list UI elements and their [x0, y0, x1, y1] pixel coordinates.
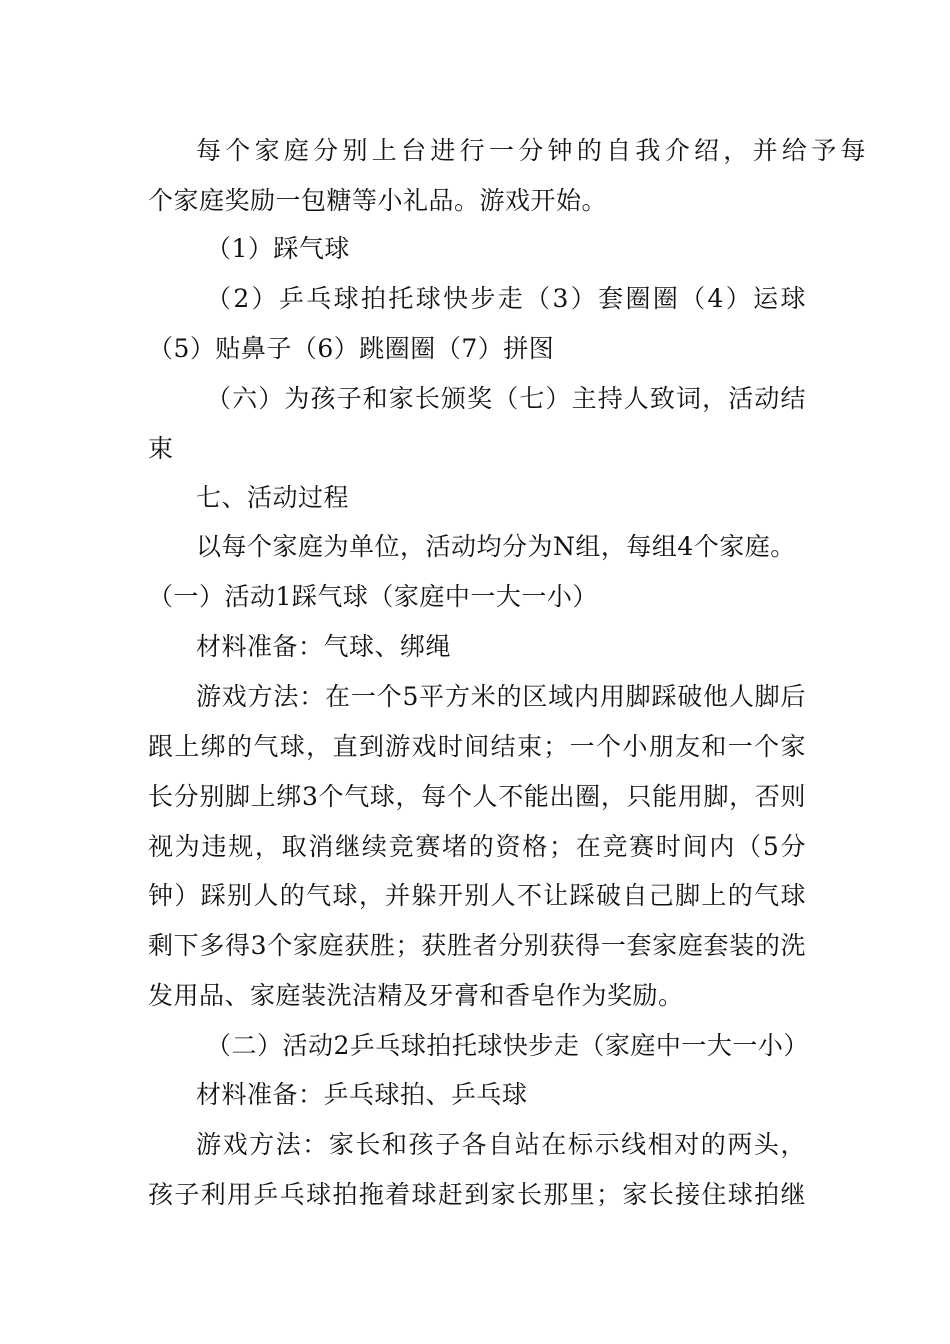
paragraph-line: 游戏方法：家长和孩子各自站在标示线相对的两头，: [196, 1130, 806, 1159]
section-heading: 七、活动过程: [196, 483, 350, 512]
paragraph-line: 孩子利用乒乓球拍拖着球赶到家长那里；家长接住球拍继: [148, 1180, 806, 1209]
paragraph-line: 游戏方法：在一个5平方米的区域内用脚踩破他人脚后: [196, 682, 806, 711]
paragraph-line: 每个家庭分别上台进行一分钟的自我介绍，并给予每: [196, 136, 866, 165]
paragraph-line: 长分别脚上绑3个气球，每个人不能出圈，只能用脚，否则: [148, 782, 806, 811]
paragraph-line: 束: [148, 434, 174, 463]
paragraph-line: 材料准备：气球、绑绳: [196, 632, 452, 661]
list-item: （1）踩气球: [206, 234, 350, 263]
paragraph-line: （六）为孩子和家长颁奖（七）主持人致词，活动结: [206, 384, 806, 413]
paragraph-line: 个家庭奖励一包糖等小礼品。游戏开始。: [148, 186, 608, 215]
paragraph-line: 以每个家庭为单位，活动均分为N组，每组4个家庭。: [196, 532, 796, 561]
paragraph-line: 剩下多得3个家庭获胜；获胜者分别获得一套家庭套装的洗: [148, 931, 806, 960]
paragraph-line: 跟上绑的气球，直到游戏时间结束；一个小朋友和一个家: [148, 732, 806, 761]
subsection-heading: （二）活动2乒乓球拍托球快步走（家庭中一大一小）: [206, 1031, 809, 1060]
paragraph-line: 视为违规，取消继续竞赛堵的资格；在竞赛时间内（5分: [148, 832, 806, 861]
subsection-heading: （一）活动1踩气球（家庭中一大一小）: [148, 582, 598, 611]
paragraph-line: 发用品、家庭装洗洁精及牙膏和香皂作为奖励。: [148, 981, 684, 1010]
paragraph-line: 材料准备：乒乓球拍、乒乓球: [196, 1080, 528, 1109]
list-item: （2）乒乓球拍托球快步走（3）套圈圈（4）运球: [206, 284, 806, 313]
list-item: （5）贴鼻子（6）跳圈圈（7）拼图: [148, 334, 555, 363]
paragraph-line: 钟）踩别人的气球，并躲开别人不让踩破自己脚上的气球: [148, 881, 806, 910]
